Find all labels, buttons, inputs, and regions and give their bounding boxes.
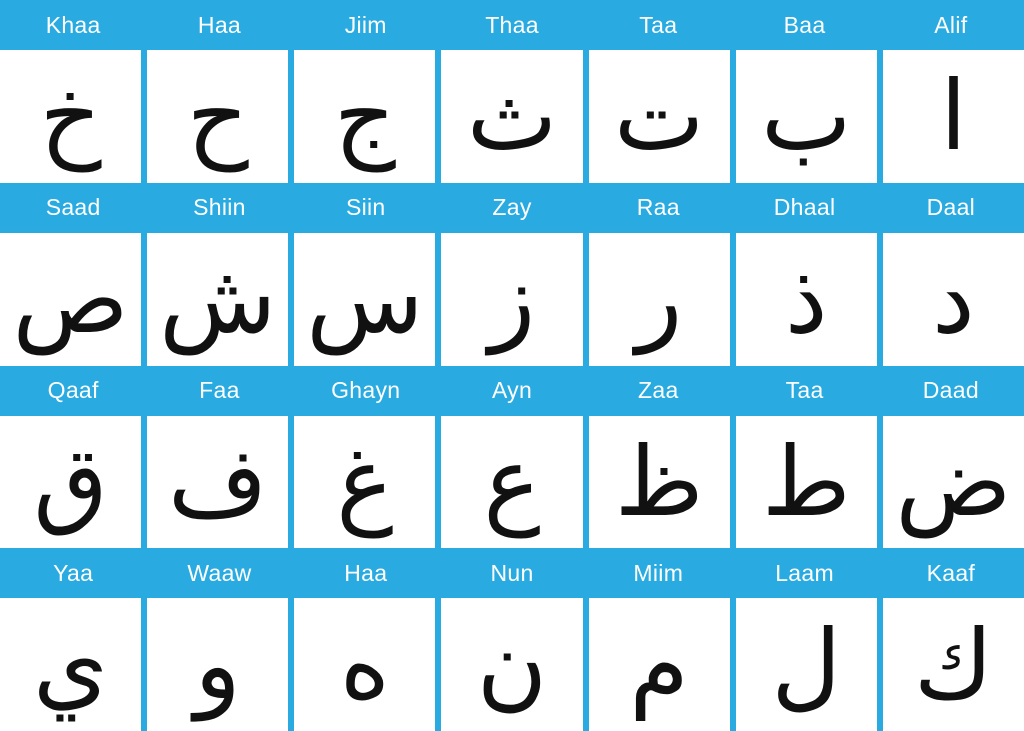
letter-name-baa: Baa [731,0,877,50]
glyph-row [0,598,1024,731]
letter-name-dhaal: Dhaal [731,183,877,233]
glyph-text: د [932,243,975,356]
letter-name-taa: Taa [585,0,731,50]
glyph-text: ظ [614,425,704,538]
letter-glyph-jiim [294,50,435,183]
letter-name-kaaf: Kaaf [878,548,1024,598]
glyph-text: ن [476,608,548,721]
letter-name-siin: Siin [293,183,439,233]
glyph-text: ع [483,425,541,538]
glyph-text: ا [940,60,967,173]
glyph-text: ج [333,60,396,173]
letter-glyph-siin [294,233,435,366]
glyph-text: ض [895,425,1012,538]
letter-name-miim: Miim [585,548,731,598]
glyph-text: و [194,608,241,721]
letter-glyph-taa [589,50,730,183]
alphabet-row [0,183,1024,366]
letter-glyph-zaa [589,416,730,549]
letter-glyph-shiin [147,233,288,366]
glyph-text: ش [159,243,277,356]
glyph-text: ث [466,60,558,173]
glyph-row [0,233,1024,366]
glyph-text: ص [12,243,129,356]
alphabet-row [0,0,1024,183]
letter-name-daal: Daal [878,183,1024,233]
letter-name-daad: Daad [878,366,1024,416]
letter-glyph-raa [589,233,730,366]
glyph-text: ط [761,425,851,538]
letter-glyph-yaa [0,598,141,731]
label-row [0,183,1024,233]
letter-glyph-miim [589,598,730,731]
letter-glyph-thaa [441,50,582,183]
glyph-text: ب [761,60,852,173]
letter-name-haa: Haa [146,0,292,50]
letter-glyph-taa-heavy [736,416,877,549]
alphabet-row [0,548,1024,731]
glyph-text: ت [613,60,705,173]
glyph-text: ر [635,243,683,356]
glyph-text: ز [488,243,536,356]
glyph-text: غ [336,425,394,538]
letter-glyph-ghayn [294,416,435,549]
letter-glyph-laam [736,598,877,731]
letter-name-saad: Saad [0,183,146,233]
letter-glyph-zay [441,233,582,366]
glyph-text: ف [167,425,268,538]
letter-glyph-waaw [147,598,288,731]
alphabet-row [0,366,1024,549]
glyph-row [0,50,1024,183]
glyph-text: ذ [784,243,828,356]
letter-name-laam: Laam [731,548,877,598]
glyph-text: م [629,608,689,721]
glyph-row [0,416,1024,549]
letter-glyph-kaaf [883,598,1024,731]
letter-glyph-ayn [441,416,582,549]
letter-glyph-faa [147,416,288,549]
letter-glyph-daal [883,233,1024,366]
letter-name-waaw: Waaw [146,548,292,598]
letter-glyph-baa [736,50,877,183]
letter-name-jiim: Jiim [293,0,439,50]
glyph-text: س [306,243,424,356]
letter-name-raa: Raa [585,183,731,233]
letter-name-faa: Faa [146,366,292,416]
letter-glyph-haa [147,50,288,183]
letter-name-thaa: Thaa [439,0,585,50]
glyph-text: خ [39,60,102,173]
letter-name-alif: Alif [878,0,1024,50]
letter-name-nun: Nun [439,548,585,598]
glyph-text: ق [33,425,108,538]
letter-name-ghayn: Ghayn [293,366,439,416]
letter-name-khaa: Khaa [0,0,146,50]
letter-glyph-haa-soft [294,598,435,731]
letter-name-shiin: Shiin [146,183,292,233]
letter-name-haa-soft: Haa [293,548,439,598]
letter-name-zaa: Zaa [585,366,731,416]
letter-name-zay: Zay [439,183,585,233]
glyph-text: ل [771,608,842,721]
letter-glyph-saad [0,233,141,366]
letter-glyph-qaaf [0,416,141,549]
letter-glyph-dhaal [736,233,877,366]
glyph-text: ه [339,608,391,721]
letter-glyph-alif [883,50,1024,183]
letter-name-taa-heavy: Taa [731,366,877,416]
letter-glyph-daad [883,416,1024,549]
label-row [0,548,1024,598]
letter-glyph-khaa [0,50,141,183]
glyph-text: ي [33,608,109,721]
letter-name-ayn: Ayn [439,366,585,416]
glyph-text: ح [186,60,249,173]
label-row [0,0,1024,50]
letter-name-qaaf: Qaaf [0,366,146,416]
glyph-text: ك [913,608,993,721]
letter-name-yaa: Yaa [0,548,146,598]
label-row [0,366,1024,416]
letter-glyph-nun [441,598,582,731]
